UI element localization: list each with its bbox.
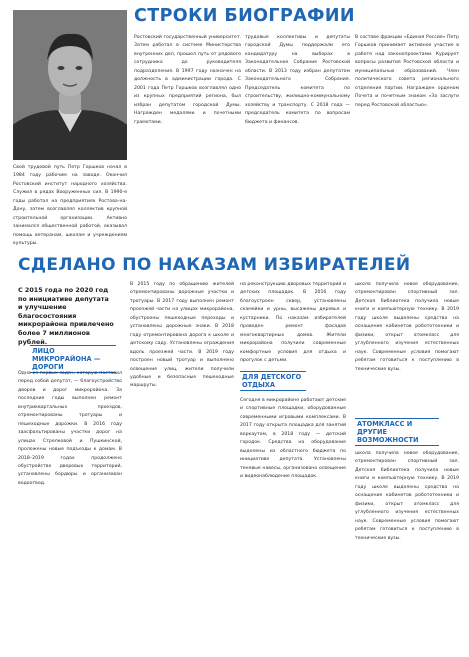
deeds-column-3: [240, 281, 346, 367]
deeds-column-3-text: на реконструкцию дворовых территорий и детских площадок. В 2016 году благоустроен сквер, установлены скамейки и урны, высажены деревья и кустарники. По наказам избирателей проведен ремонт фасадов многоквартирных домов. Жители микрорайона получили современные комфортные условия для отдыха и прогулок с детьми.: [240, 282, 346, 364]
deeds-column-3b: [240, 397, 346, 652]
section-headline-deeds: СДЕЛАНО ПО НАКАЗАМ ИЗБИРАТЕЛЕЙ: [18, 255, 411, 275]
subhead-roads: ЛИЦО МИКРОРАЙОНА — ДОРОГИ: [30, 345, 116, 373]
bio-column-3-text: трудовые коллективы и депутаты городской Думы поддержали его кандидатуру на выборах в Законодательное Собрание Ростовской области. В 2013 году избран депутатом Законодательного Собрания. Председатель комитета по строительству, жилищно-коммунальному хозяйству и транспорту. С 2018 года — председатель комитета по вопросам бюджета и финансов.: [245, 35, 350, 125]
deeds-column-3b-text: Сегодня в микрорайоне работают детские и спортивные площадки, оборудованные современными игровыми комплексами. В 2017 году открыта площадка для занятий воркаутом, в 2018 году — детский городок. Средства на оборудование выделены из областного бюджета по инициативе депутата. Установлены теневые навесы, организовано освещение и видеонаблюдение площадок.: [240, 398, 346, 480]
bio-column-2: [134, 34, 241, 250]
deeds-column-2-text: В 2015 году по обращению жителей отремонтированы дорожные участки и тротуары. В 2017 году выполнен ремонт проезжей части на улицах микрорайона, обустроены пешеходные переходы и установлены дорожные знаки. В 2018 году отремонтирована дорога к школе и детскому саду. Установлены ограждения вдоль проезжей части. В 2019 году построен новый тротуар и выполнено освещение улиц, жители получили удобные и безопасные пешеходные маршруты.: [130, 282, 234, 389]
deeds-column-4-text: школа получила новое оборудование, отремонтирован спортивный зал. Детская библиотека получила новые книги и компьютерную технику. В 2019 году школе выделены средства на оснащение кабинетов робототехники и физики, открыт атомкласс для углубленного изучения естественных наук. Современные условия помогают ребятам готовиться к поступлению в технические вузы.: [355, 282, 459, 372]
bio-column-1: [13, 164, 127, 250]
deeds-column-4: [355, 281, 459, 413]
bio-column-4-text: В составе фракции «Единая Россия» Петр Горшков принимает активное участие в работе над законопроектами. Курирует вопросы развития Ростовской области и муниципальных образований. Член политического совета регионального отделения партии. Награжден орденом Почета и почетным знаком «За заслуги перед Ростовской областью».: [355, 35, 459, 108]
section-headline-biography: СТРОКИ БИОГРАФИИ: [134, 6, 355, 26]
bio-column-4: [355, 34, 459, 250]
bio-column-1-text: Свой трудовой путь Петр Горшков начал в 1984 году рабочим на заводе. Окончил Ростовский институт народного хозяйства. Служил в рядах Вооруженных сил. В 1990-е годы работал на предприятиях Ростова-на-Дону, затем возглавлял коллектив крупной строительной организации. Активно занимался общественной работой, оказывал помощь ветеранам, школам и учреждениям культуры.: [13, 165, 127, 247]
deeds-column-1: [18, 370, 122, 652]
bio-column-2-text: Ростовский государственный университет. Затем работал в системе Министерства внутренних дел, прошел путь от рядового сотрудника до руководителя подразделения. В 1997 году назначен на должность в администрации города. С 2001 года Петр Горшков возглавлял одно из крупных предприятий региона, был избран депутатом городской Думы. Награжден медалями и почетными грамотами.: [134, 35, 241, 125]
subhead-children-recreation: ДЛЯ ДЕТСКОГО ОТДЫХА: [240, 371, 306, 391]
deeds-column-4b-text: школа получила новое оборудование, отремонтирован спортивный зал. Детская библиотека получила новые книги и компьютерную технику. В 2019 году школе выделены средства на оснащение кабинетов робототехники и физики, открыт атомкласс для углубленного изучения естественных наук. Современные условия помогают ребятам готовиться к поступлению в технические вузы.: [355, 451, 459, 541]
portrait-figure-icon: [13, 10, 127, 160]
subhead-atomclass: АТОМКЛАСС И ДРУГИЕ ВОЗМОЖНОСТИ: [355, 418, 439, 446]
bio-column-3: [245, 34, 350, 250]
deeds-column-4b: [355, 450, 459, 652]
lead-paragraph: С 2015 года по 2020 год по инициативе депутата и улучшение благосостояния микрорайона привлечено более 7 миллионов рублей.: [18, 286, 114, 346]
deeds-column-1-text: Одна из первых задач, которую поставил перед собой депутат, — благоустройство дворов и дорог микрорайона. За последние годы выполнен ремонт внутриквартальных проездов, отремонтированы тротуары и пешеходные дорожки. В 2016 году заасфальтированы участки дорог на улицах Стрелковой и Пушкинской, проложены новые подъезды к домам. В 2018–2019 годах продолжено обустройство дворовых территорий, установлены бордюры и организован водоотвод.: [18, 371, 122, 486]
deeds-column-2: [130, 281, 234, 652]
portrait-photo: [13, 10, 127, 160]
